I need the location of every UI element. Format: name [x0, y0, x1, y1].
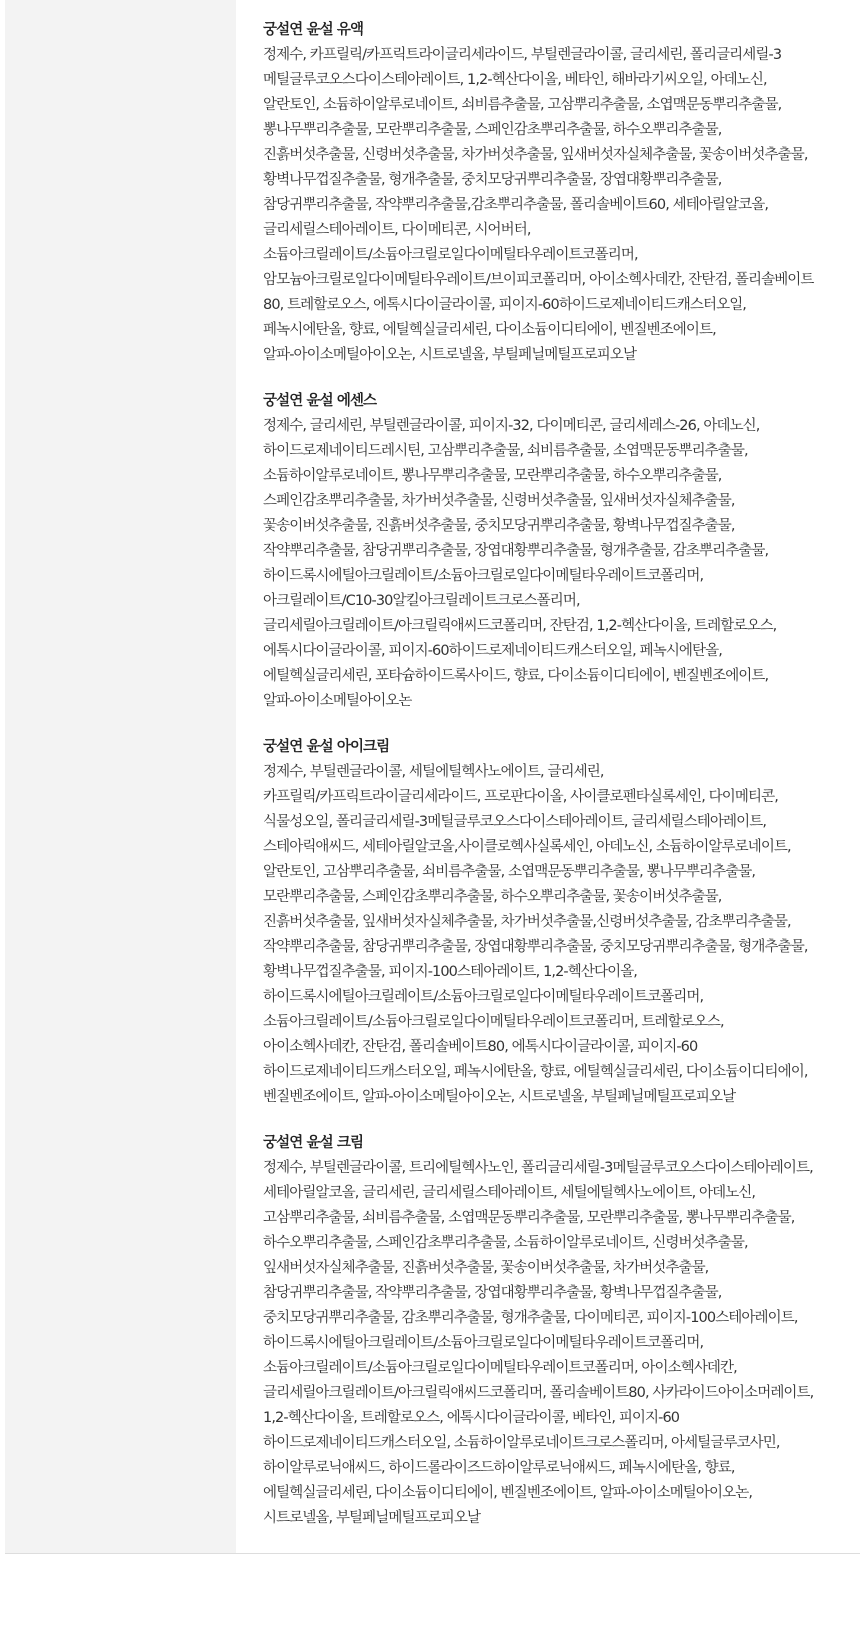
ingredient-line: 참당귀뿌리추출물, 작약뿌리추출물,감초뿌리추출물, 폴리솔베이트60, 세테아릴알코올, — [263, 197, 769, 213]
ingredient-line: 참당귀뿌리추출물, 작약뿌리추출물, 장엽대황뿌리추출물, 황벽나무껍질추출물, — [263, 1285, 722, 1301]
ingredient-line: 하이드로제네이티드레시틴, 고삼뿌리추출물, 쇠비름추출물, 소엽맥문동뿌리추출물, — [263, 443, 748, 459]
ingredient-line: 글리세릴아크릴레이트/아크릴릭애씨드코폴리머, 잔탄검, 1,2-헥산다이올, 트레할로오스, — [263, 618, 777, 634]
ingredient-line: 작약뿌리추출물, 참당귀뿌리추출물, 장엽대황뿌리추출물, 중치모당귀뿌리추출물, 형개추출물, — [263, 939, 808, 955]
ingredient-line: 식물성오일, 폴리글리세릴-3메틸글루코오스다이스테아레이트, 글리세릴스테아레이트, — [263, 814, 767, 830]
ingredient-line: 에틸헥실글리세린, 포타슘하이드록사이드, 향료, 다이소듐이디티에이, 벤질벤조에이트, — [263, 668, 769, 684]
ingredient-line: 페녹시에탄올, 향료, 에틸헥실글리세린, 다이소듐이디티에이, 벤질벤조에이트, — [263, 322, 716, 338]
ingredient-line: 뽕나무뿌리추출물, 모란뿌리추출물, 스페인감초뿌리추출물, 하수오뿌리추출물, — [263, 122, 722, 138]
ingredient-line: 잎새버섯자실체추출물, 진흙버섯추출물, 꽃송이버섯추출물, 차가버섯추출물, — [263, 1260, 709, 1276]
ingredient-line: 작약뿌리추출물, 참당귀뿌리추출물, 장엽대황뿌리추출물, 형개추출물, 감초뿌리추출물, — [263, 543, 769, 559]
ingredient-line: 암모늄아크릴로일다이메틸타우레이트/브이피코폴리머, 아이소헥사데칸, 잔탄검, 폴리솔베이트 — [263, 272, 814, 288]
ingredient-line: 꽃송이버섯추출물, 진흙버섯추출물, 중치모당귀뿌리추출물, 황벽나무껍질추출물, — [263, 518, 735, 534]
ingredient-line: 황벽나무껍질추출물, 형개추출물, 중치모당귀뿌리추출물, 장엽대황뿌리추출물, — [263, 172, 722, 188]
ingredient-line: 진흙버섯추출물, 신령버섯추출물, 차가버섯추출물, 잎새버섯자실체추출물, 꽃송이버섯추출물, — [263, 147, 808, 163]
ingredient-line: 알란토인, 소듐하이알루로네이트, 쇠비름추출물, 고삼뿌리추출물, 소엽맥문동뿌리추출물, — [263, 97, 782, 113]
product-name: 궁설연 윤설 아이크림 — [263, 739, 390, 755]
ingredient-line: 정제수, 카프릴릭/카프릭트라이글리세라이드, 부틸렌글라이콜, 글리세린, 폴리글리세릴-3 — [263, 47, 782, 63]
ingredients-content — [236, 0, 860, 1553]
ingredient-line: 스테아릭애씨드, 세테아릴알코올,사이클로헥사실록세인, 아데노신, 소듐하이알루로네이트, — [263, 839, 791, 855]
ingredient-line: 스페인감초뿌리추출물, 차가버섯추출물, 신령버섯추출물, 잎새버섯자실체추출물, — [263, 493, 735, 509]
product-name: 궁설연 윤설 유액 — [263, 22, 364, 38]
ingredient-line: 알란토인, 고삼뿌리추출물, 쇠비름추출물, 소엽맥문동뿌리추출물, 뽕나무뿌리추출물, — [263, 864, 756, 880]
ingredient-line: 모란뿌리추출물, 스페인감초뿌리추출물, 하수오뿌리추출물, 꽃송이버섯추출물, — [263, 889, 722, 905]
ingredient-line: 아크릴레이트/C10-30알킬아크릴레이트크로스폴리머, — [263, 593, 580, 609]
ingredient-line: 정제수, 글리세린, 부틸렌글라이콜, 피이지-32, 다이메티콘, 글리세레스-26, 아데노신, — [263, 418, 760, 434]
ingredient-line: 진흙버섯추출물, 잎새버섯자실체추출물, 차가버섯추출물,신령버섯추출물, 감초뿌리추출물, — [263, 914, 791, 930]
ingredient-line: 하수오뿌리추출물, 스페인감초뿌리추출물, 소듐하이알루로네이트, 신령버섯추출물, — [263, 1235, 748, 1251]
ingredient-line: 알파-아이소메틸아이오논 — [263, 693, 412, 709]
ingredient-line: 하이알루로닉애씨드, 하이드롤라이즈드하이알루로닉애씨드, 페녹시에탄올, 향료, — [263, 1460, 735, 1476]
ingredient-line: 아이소헥사데칸, 잔탄검, 폴리솔베이트80, 에톡시다이글라이콜, 피이지-60 — [263, 1039, 698, 1055]
ingredient-line: 정제수, 부틸렌글라이콜, 트리에틸헥사노인, 폴리글리세릴-3메틸글루코오스다이스테아레이트, — [263, 1160, 813, 1176]
ingredient-line: 알파-아이소메틸아이오논, 시트로넬올, 부틸페닐메틸프로피오날 — [263, 347, 637, 363]
ingredient-line: 하이드록시에틸아크릴레이트/소듐아크릴로일다이메틸타우레이트코폴리머, — [263, 989, 704, 1005]
ingredient-line: 하이드로제네이티드캐스터오일, 소듐하이알루로네이트크로스폴리머, 아세틸글루코사민, — [263, 1435, 780, 1451]
ingredient-line: 에톡시다이글라이콜, 피이지-60하이드로제네이티드캐스터오일, 페녹시에탄올, — [263, 643, 722, 659]
ingredient-line: 소듐아크릴레이트/소듐아크릴로일다이메틸타우레이트코폴리머, 아이소헥사데칸, — [263, 1360, 737, 1376]
ingredient-line: 소듐하이알루로네이트, 뽕나무뿌리추출물, 모란뿌리추출물, 하수오뿌리추출물, — [263, 468, 722, 484]
ingredient-line: 정제수, 부틸렌글라이콜, 세틸에틸헥사노에이트, 글리세린, — [263, 764, 604, 780]
product-eye-cream — [263, 735, 860, 1110]
product-cream — [263, 1131, 860, 1531]
ingredient-line: 1,2-헥산다이올, 트레할로오스, 에톡시다이글라이콜, 베타인, 피이지-60 — [263, 1410, 680, 1426]
ingredient-line: 시트로넬올, 부틸페닐메틸프로피오날 — [263, 1510, 481, 1526]
ingredient-line: 카프릴릭/카프릭트라이글리세라이드, 프로판다이올, 사이클로펜타실록세인, 다이메티콘, — [263, 789, 778, 805]
ingredient-line: 소듐아크릴레이트/소듐아크릴로일다이메틸타우레이트코폴리머, 트레할로오스, — [263, 1014, 724, 1030]
ingredient-line: 에틸헥실글리세린, 다이소듐이디티에이, 벤질벤조에이트, 알파-아이소메틸아이오논, — [263, 1485, 753, 1501]
ingredient-line: 고삼뿌리추출물, 쇠비름추출물, 소엽맥문동뿌리추출물, 모란뿌리추출물, 뽕나무뿌리추출물, — [263, 1210, 795, 1226]
ingredient-line: 소듐아크릴레이트/소듐아크릴로일다이메틸타우레이트코폴리머, — [263, 247, 638, 263]
product-name: 궁설연 윤설 에센스 — [263, 393, 377, 409]
ingredient-line: 세테아릴알코올, 글리세린, 글리세릴스테아레이트, 세틸에틸헥사노에이트, 아데노신, — [263, 1185, 756, 1201]
product-name: 궁설연 윤설 크림 — [263, 1135, 364, 1151]
ingredient-line: 벤질벤조에이트, 알파-아이소메틸아이오논, 시트로넬올, 부틸페닐메틸프로피오날 — [263, 1089, 736, 1105]
ingredient-line: 황벽나무껍질추출물, 피이지-100스테아레이트, 1,2-헥산다이올, — [263, 964, 638, 980]
ingredient-line: 하이드록시에틸아크릴레이트/소듐아크릴로일다이메틸타우레이트코폴리머, — [263, 568, 704, 584]
ingredient-line: 글리세릴스테아레이트, 다이메티콘, 시어버터, — [263, 222, 531, 238]
ingredient-line: 80, 트레할로오스, 에톡시다이글라이콜, 피이지-60하이드로제네이티드캐스터오일, — [263, 297, 747, 313]
ingredient-line: 중치모당귀뿌리추출물, 감초뿌리추출물, 형개추출물, 다이메티콘, 피이지-100스테아레이트, — [263, 1310, 798, 1326]
ingredient-line: 하이드로제네이티드캐스터오일, 페녹시에탄올, 향료, 에틸헥실글리세린, 다이소듐이디티에이, — [263, 1064, 808, 1080]
ingredient-line: 하이드록시에틸아크릴레이트/소듐아크릴로일다이메틸타우레이트코폴리머, — [263, 1335, 704, 1351]
ingredient-line: 글리세릴아크릴레이트/아크릴릭애씨드코폴리머, 폴리솔베이트80, 사카라이드아이소머레이트, — [263, 1385, 814, 1401]
ingredients-table — [5, 0, 860, 1554]
product-emulsion — [263, 18, 860, 368]
product-essence — [263, 389, 860, 714]
label-column — [5, 0, 236, 1553]
ingredient-line: 메틸글루코오스다이스테아레이트, 1,2-헥산다이올, 베타인, 해바라기씨오일, 아데노신, — [263, 72, 767, 88]
